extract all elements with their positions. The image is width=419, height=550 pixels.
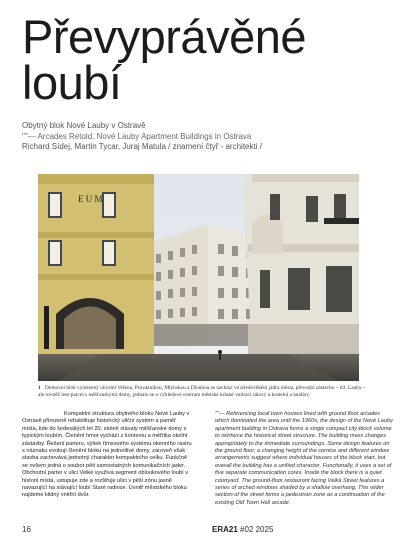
magazine-issue: #02 2025: [240, 525, 274, 534]
subtitle-english: ""— Arcades Retold. Nové Lauby Apartment Buildings in Ostrava: [22, 131, 252, 141]
body-text-english: ""— Referencing local town houses lined with ground floor arcades which dominated the area until the 1960s, the design of the Nové Lauby apartment building in Ostrava forms a single compact city-block volume to reinforce the historical street structure. The building mass changes appropriately to the immediate surroundings. Some design features on the ground floor, a changing height of the cornice and different window arrangements suggest where individual houses of the block start, but overall the building has a unified character. Functionally, it uses a set of five separate communication cores. Inside the block there is a quiet courtyard. The ground-floor restaurant facing Velká Street features a series of arched windows shaded by a shallow overhang. This wider section of the street forms a pedestrian zone as a continuation of the existing Old Town Hall arcade.: [215, 411, 393, 506]
page-number: 16: [22, 525, 31, 534]
body-text-czech: Kompaktní struktura obytného bloku Nové Lauby v Ostravě přirozeně rehabilituje historický uliční systém a paměť místa, kde do šedesátých let 20. století stávaly měšťanské domy s typickým loubím. Členění hmot vychází z kontextu a měřítka okolní zástavby. Řešení parteru, výšek římsového systému okenního rastru s náznaku evokují členění bloku na jednotlivé domy, zároveň však stavba zachovává jednotný charakter kompaktního celku. Funkčně se ovšem jedná o soubor pěti samostatných komunikačních jader. Obchodní parter v ulici Velké využívá segment obloukového loubí v historii místa, ustupuje zde a rozšiřuje ulici v pěší zónu jasně navazující na stávající loubí Staré radnice. Uvnitř městského bloku najdeme klidný vnitřní dvůr.: [22, 411, 192, 499]
magazine-name: ERA21: [212, 525, 238, 534]
title-line-1: Převyprávěné: [22, 10, 306, 63]
facade-letters: E U M: [78, 194, 103, 204]
street-photo: [38, 174, 359, 381]
subtitle-authors: Richard Sídej, Martin Tycar, Juraj Matula / znamení čtyř - architekti /: [22, 142, 262, 151]
yellow-historic-building: [38, 174, 154, 354]
ornate-corner-building: [244, 174, 359, 354]
subtitle-czech: Obytný blok Nové Lauby v Ostravě: [22, 121, 146, 130]
caption-text: Domovní blok vymezený ulicemi Velkou, Provazníkou, Mlýnskou a Dlouhou se nachází ve středověkém jádru města, převodní zástavbu – trž. Lauby – ale rovněž lese parcel s měšťanskými domy, jednalo se o výhledové centrum městské krásné vnitrací sálový a kostelní a laudáry.: [38, 385, 366, 398]
caption-number: 1: [38, 385, 41, 391]
article-subtitle: [22, 121, 402, 153]
photo-caption: [38, 385, 368, 398]
magazine-footer: [212, 525, 273, 534]
title-line-2: loubí: [22, 56, 122, 109]
article-title: [22, 10, 306, 109]
